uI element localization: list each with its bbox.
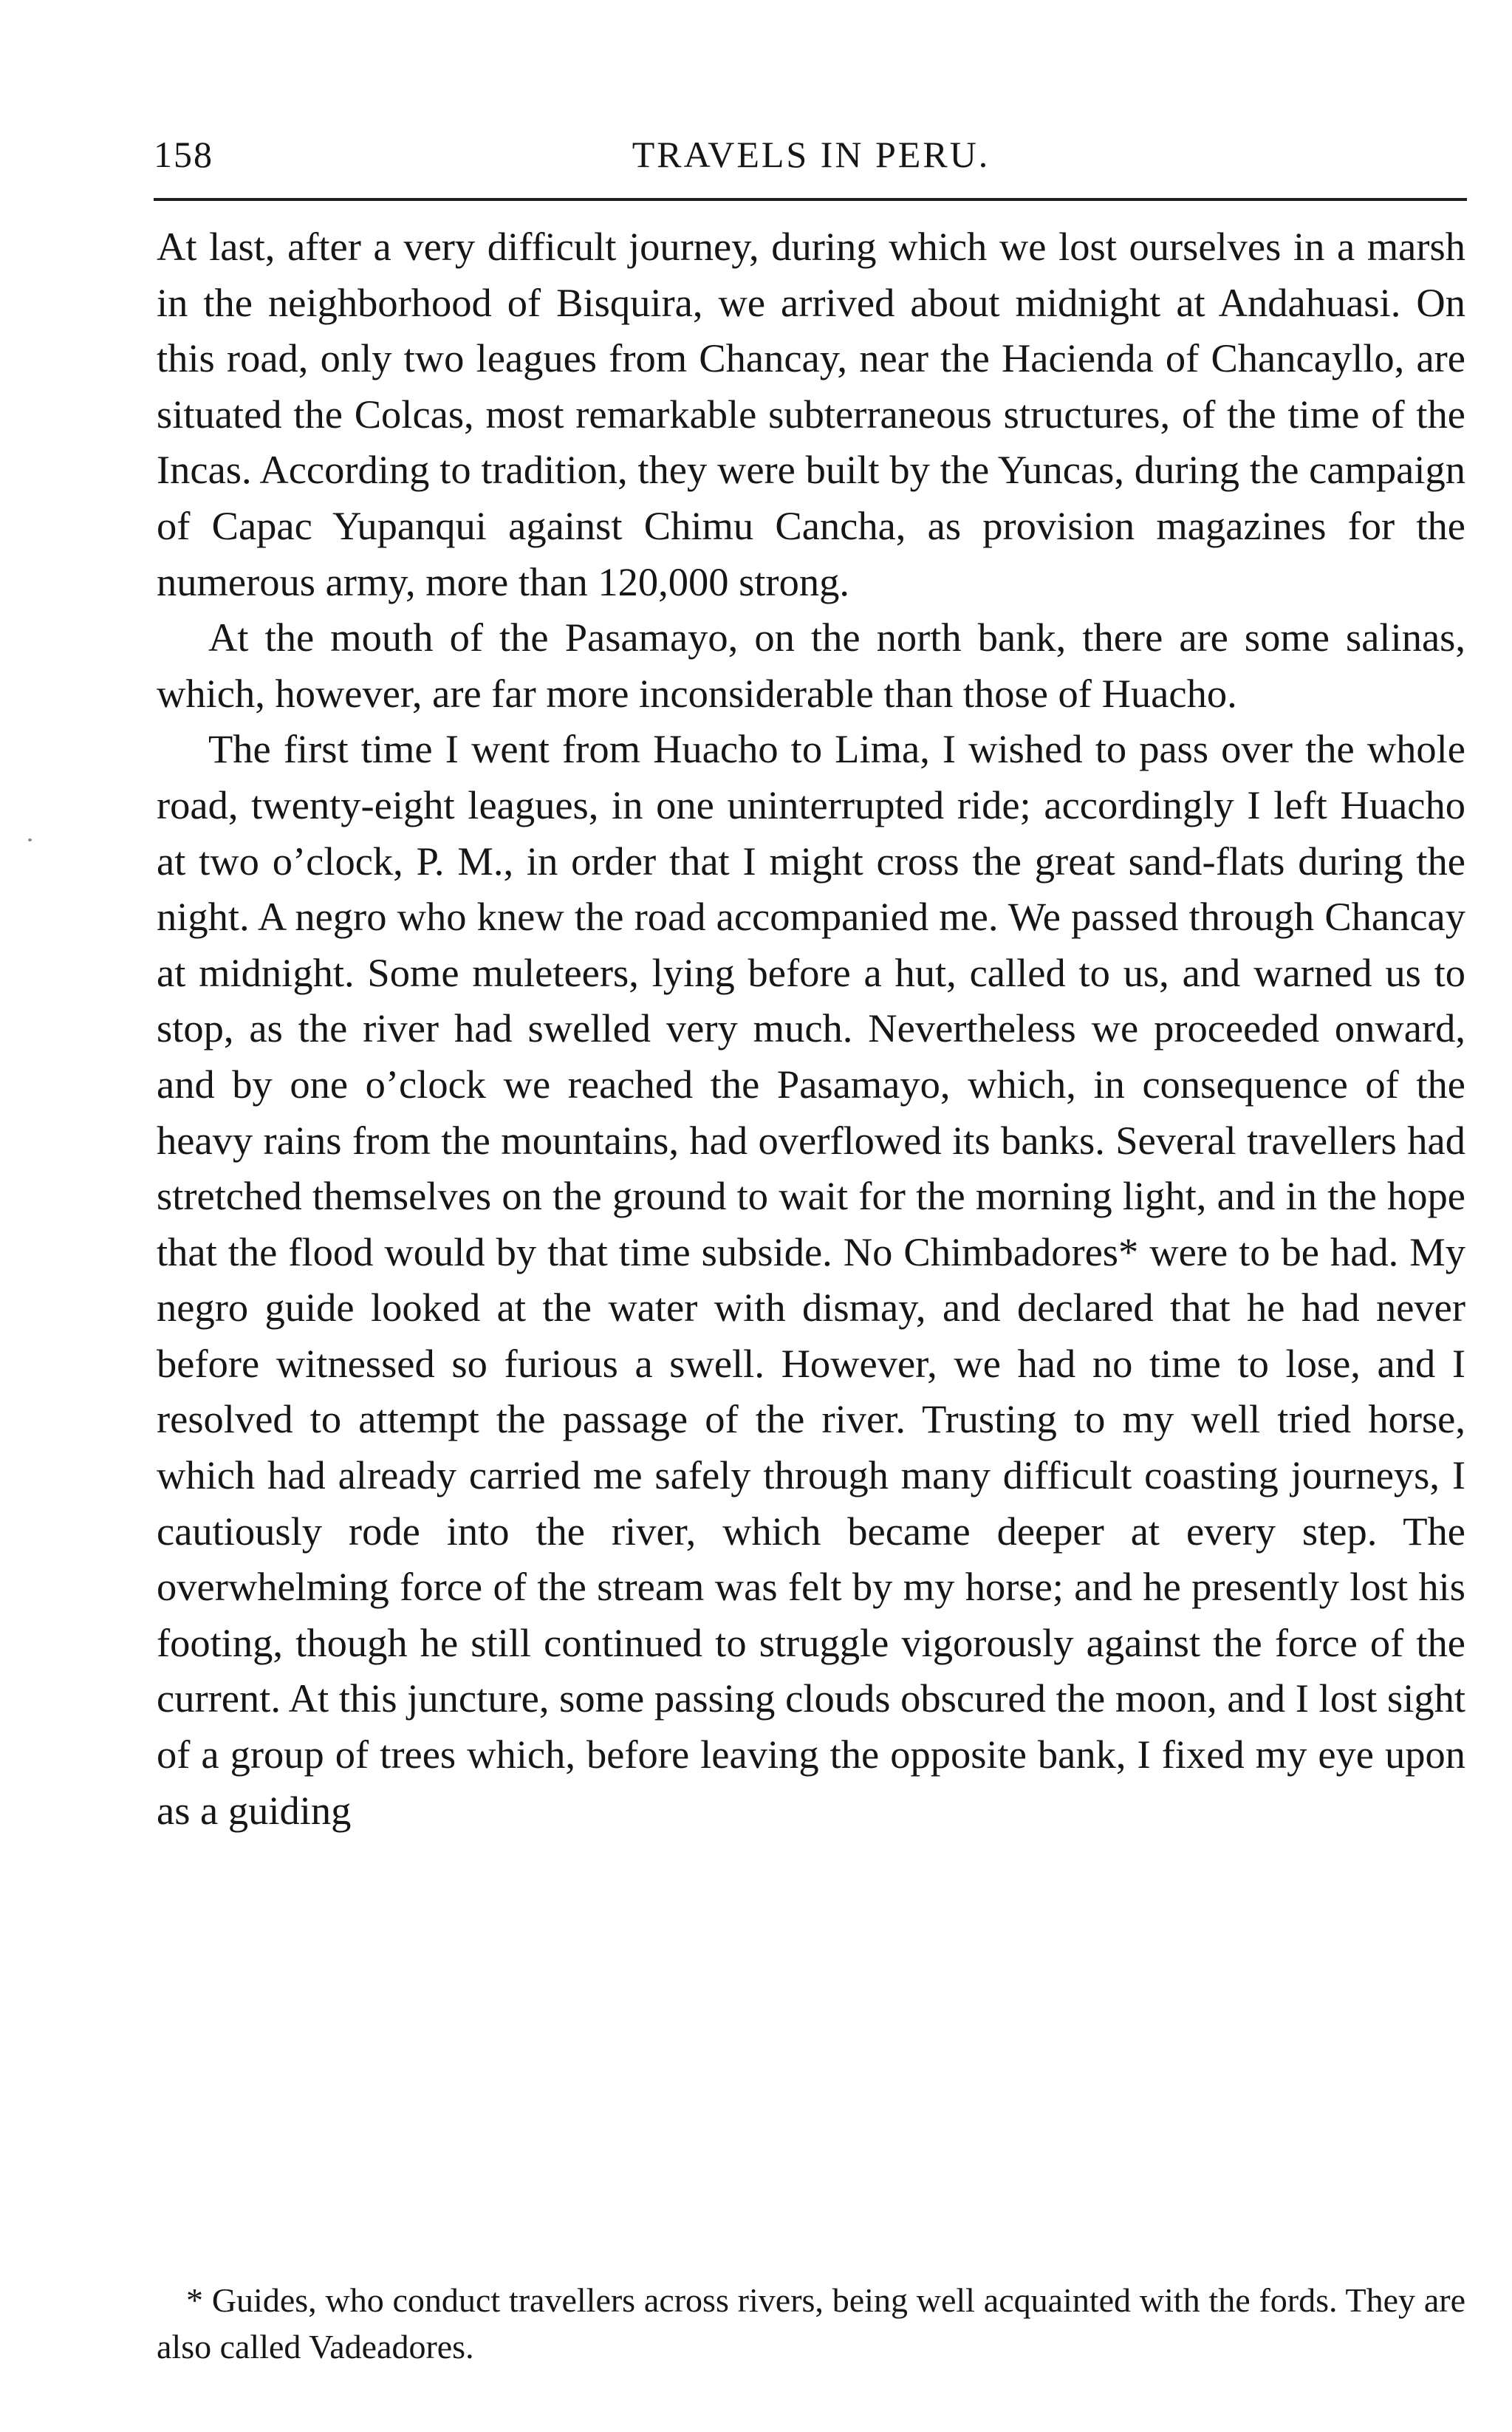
footnote — [157, 2277, 1465, 2370]
paragraph-2: At the mouth of the Pasamayo, on the north bank, there are some salinas, which, however, are far more inconsiderable than those of Huacho. — [157, 615, 1465, 716]
body-text — [157, 219, 1465, 1838]
paragraph-1: At last, after a very difficult journey, during which we lost ourselves in a marsh in the neighborhood of Bisquira, we arrived about midnight at Andahuasi. On this road, only two leagues from Chancay, near the Hacienda of Chancayllo, are situated the Colcas, most remarkable subterraneous structures, of the time of the Incas. According to tradition, they were built by the Yuncas, during the campaign of Capac Yupanqui against Chimu Cancha, as provision magazines for the numerous army, more than 120,000 strong. — [157, 224, 1465, 604]
paragraph-3: The first time I went from Huacho to Lima, I wished to pass over the whole road, twenty-eight leagues, in one uninterrupted ride; accordingly I left Huacho at two o’clock, P. M., in order that I might cross the great sand-flats during the night. A negro who knew the road accompanied me. We passed through Chancay at midnight. Some muleteers, lying before a hut, called to us, and warned us to stop, as the river had swelled very much. Nevertheless we proceeded onward, and by one o’clock we reached the Pasamayo, which, in consequence of the heavy rains from the mountains, had overflowed its banks. Several travellers had stretched themselves on the ground to wait for the morning light, and in the hope that the flood would by that time subside. No Chimbadores* were to be had. My negro guide looked at the water with dismay, and declared that he had never before witnessed so furious a swell. However, we had no time to lose, and I resolved to attempt the passage of the river. Trusting to my well tried horse, which had already carried me safely through many difficult coasting journeys, I cautiously rode into the river, which became deeper at every step. The overwhelming force of the stream was felt by my horse; and he presently lost his footing, though he still continued to struggle vigorously against the force of the current. At this juncture, some passing clouds obscured the moon, and I lost sight of a group of trees which, before leaving the opposite bank, I fixed my eye upon as a guiding — [157, 726, 1465, 1833]
header-rule — [154, 198, 1467, 201]
running-title: TRAVELS IN PERU. — [632, 134, 991, 175]
page-number: 158 — [154, 134, 213, 175]
footnote-text: * Guides, who conduct travellers across rivers, being well acquainted with the fords. They are also called Vadeadores. — [157, 2281, 1465, 2366]
scan-speck — [28, 838, 32, 841]
running-head — [154, 133, 1468, 185]
